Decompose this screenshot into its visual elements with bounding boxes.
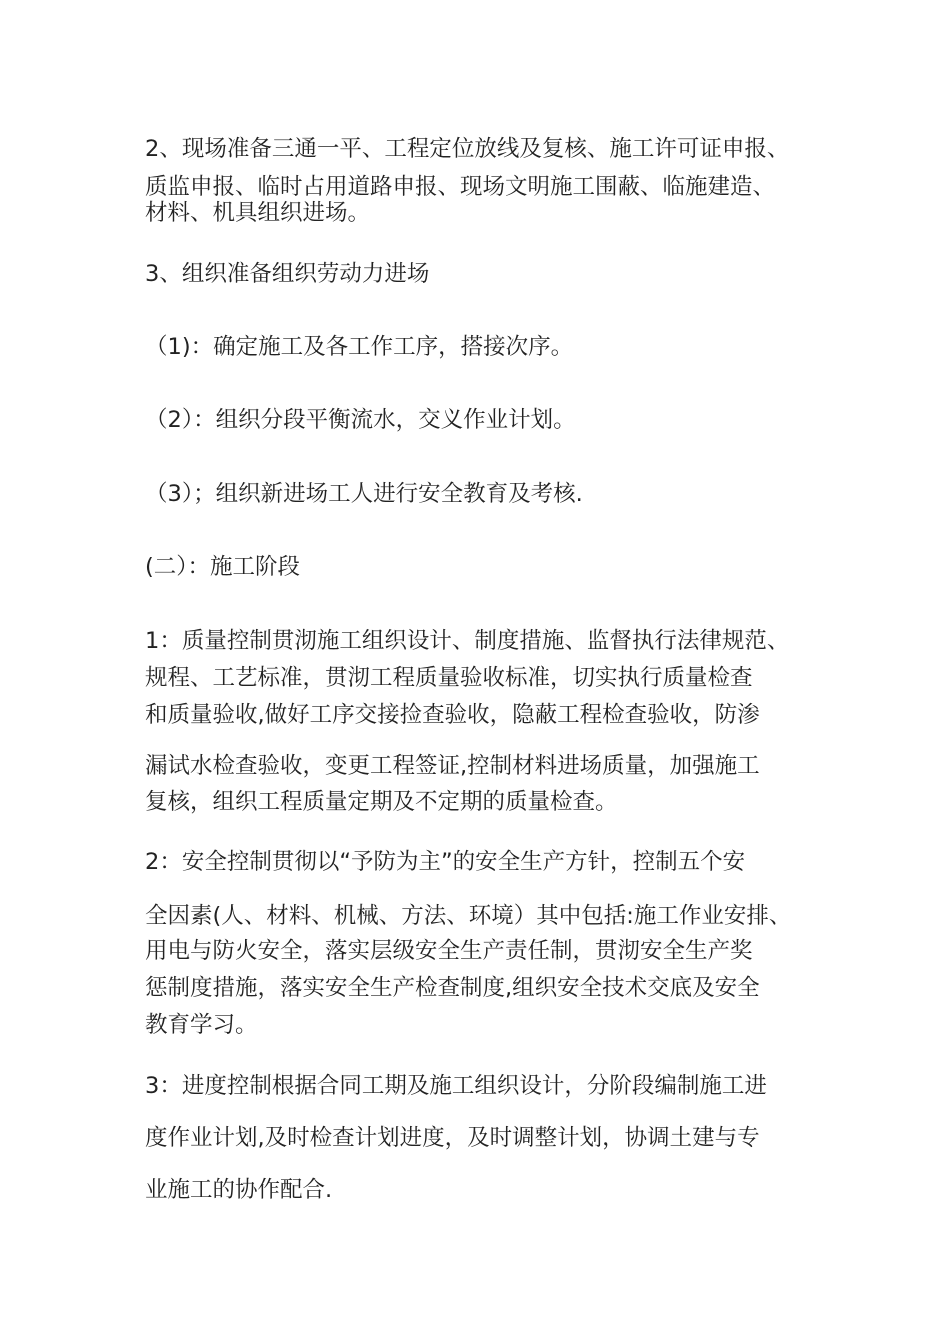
text-line: （1)：确定施工及各工作工序，搭接次序。 xyxy=(145,334,574,360)
text-line: 用电与防火安全，落实层级安全生产责任制，贯沏安全生产奖 xyxy=(145,938,753,964)
text-line: (二）：施工阶段 xyxy=(145,554,301,580)
text-line: 业施工的协作配合. xyxy=(145,1177,333,1203)
text-line: 材料、机具组织进场。 xyxy=(145,200,371,226)
text-line: 和质量验收,做好工序交接捡查验收，隐蔽工程检查验收，防渗 xyxy=(145,702,760,728)
text-line: 2、现场准备三通一平、工程定位放线及复核、施工许可证申报、 xyxy=(145,136,790,162)
text-line: 复核，组织工程质量定期及不定期的质量检查。 xyxy=(145,789,618,815)
text-line: 规程、工艺标准，贯沏工程质量验收标准，切实执行质量检查 xyxy=(145,665,753,691)
text-line: 质监申报、临时占用道路申报、现场文明施工围蔽、临施建造、 xyxy=(145,174,776,200)
text-line: 2：安全控制贯彻以“予防为主”的安全生产方针，控制五个安 xyxy=(145,849,746,875)
text-line: 惩制度措施，落实安全生产检查制度,组织安全技术交底及安全 xyxy=(145,975,760,1001)
text-line: 教育学习。 xyxy=(145,1012,258,1038)
text-line: 全因素(人、材料、机械、方法、环境）其中包括:施工作业安排、 xyxy=(145,903,792,929)
text-line: （3）；组织新进场工人进行安全教育及考核. xyxy=(145,481,583,507)
text-line: 3：进度控制根据合同工期及施工组织设计，分阶段编制施工进 xyxy=(145,1073,767,1099)
text-line: 漏试水检查验收，变更工程签证,控制材料进场质量，加强施工 xyxy=(145,753,760,779)
text-line: （2）：组织分段平衡流水，交义作业计划。 xyxy=(145,407,576,433)
text-line: 3、组织准备组织劳动力进场 xyxy=(145,261,430,287)
text-line: 1：质量控制贯沏施工组织设计、制度措施、监督执行法律规范、 xyxy=(145,628,790,654)
text-line: 度作业计划,及时检查计划进度，及时调整计划，协调土建与专 xyxy=(145,1125,760,1151)
